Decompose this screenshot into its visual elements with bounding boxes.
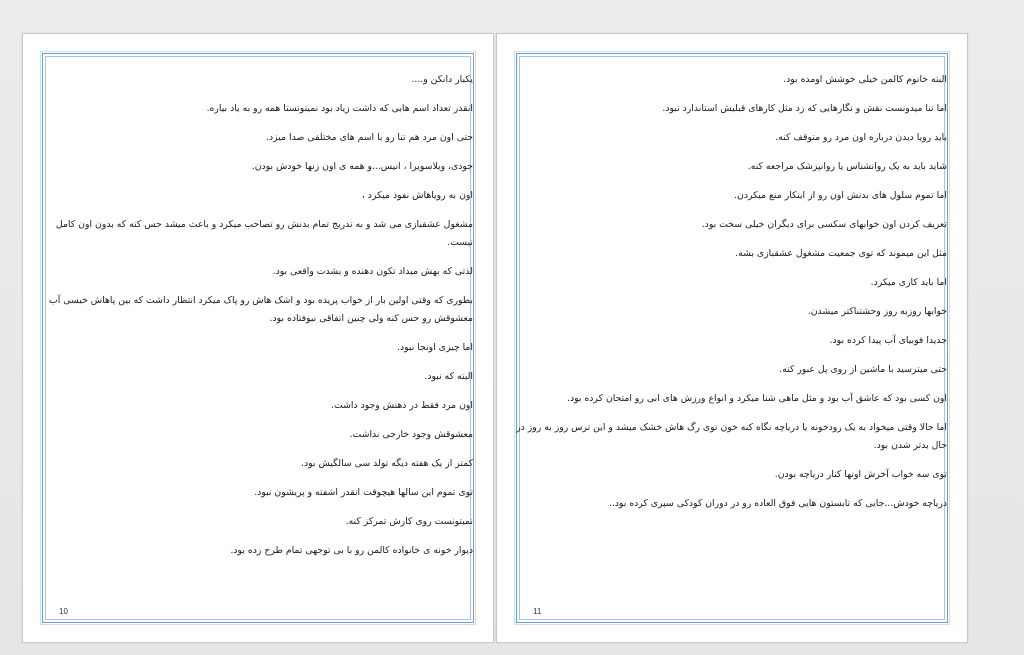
- document-page-left: [22, 33, 494, 643]
- paragraph: دریاچه خودش...جایی که تابستون هایی فوق العاده رو در دوران کودکی سپری کرده بود..: [608, 498, 947, 509]
- paragraph: توی تموم این سالها هیچوقت انقدر اشفته و پریشون نبود.: [254, 487, 473, 498]
- paragraph: اما تموم سلول های بدنش اون رو از اینکار منع میکردن.: [734, 190, 947, 201]
- paragraph: اما چیزی اونجا نبود.: [396, 342, 473, 353]
- page-number: 10: [59, 607, 68, 616]
- paragraph: باید رویا دیدن درباره اون مرد رو متوقف کنه.: [775, 132, 947, 143]
- paragraph: حتی میترسید با ماشین از روی پل عبور کنه.: [779, 364, 947, 375]
- paragraph: خوابها روزبه روز وحشتناکتر میشدن.: [807, 306, 947, 317]
- paragraph: یکبار دانکن و....: [411, 74, 473, 85]
- page-text-body[interactable]: [507, 71, 947, 524]
- paragraph: حتی اون مرد هم تنا رو با اسم های مختلفی صدا میزد.: [266, 132, 473, 143]
- paragraph: لذتی که بهش میداد تکون دهنده و بشدت واقعی بود.: [272, 266, 473, 277]
- paragraph: اما باید کاری میکرد.: [870, 277, 947, 288]
- paragraph: اون مرد فقط در ذهنش وجود داشت.: [331, 400, 473, 411]
- document-page-right: [496, 33, 968, 643]
- paragraph: بطوری که وقتی اولین بار از خواب پریده بود و اشک هاش رو پاک میکرد انتظار داشت که بین پاهاش خیسی آب معشوقش رو حس کنه ولی چنین اتفاقی نیوفتاده بود.: [48, 295, 473, 324]
- paragraph: معشوقش وجود خارجی نداشت.: [349, 429, 473, 440]
- paragraph: جدیدا فوبیای آب پیدا کرده بود.: [829, 335, 947, 346]
- paragraph: کمتر از یک هفته دیگه تولد سی سالگیش بود.: [301, 458, 473, 469]
- paragraph: اما حالا وقتی میخواد به یک رودخونه یا دریاچه نگاه کنه خون توی رگ هاش خشک میشد و این ترس روز به روز در حال بدتر شدن بود.: [516, 422, 947, 451]
- paragraph: اون کسی بود که عاشق آب بود و مثل ماهی شنا میکرد و انواع ورزش های ابی رو امتحان کرده بود.: [566, 393, 947, 404]
- paragraph: نمیتونست روی کارش تمرکز کنه.: [345, 516, 473, 527]
- paragraph: دیوار خونه ی خانواده کالمن رو با بی توجهی تمام طرح زده بود.: [230, 545, 473, 556]
- page-text-body[interactable]: [33, 71, 473, 571]
- paragraph: البته که نبود.: [424, 371, 473, 382]
- paragraph: توی سه خواب آخرش اونها کنار دریاچه بودن.: [774, 469, 947, 480]
- paragraph: اما تنا میدونست نقش و نگارهایی که زد مثل کارهای قبلیش استاندارد نبود.: [662, 103, 947, 114]
- paragraph: انقدر تعداد اسم هایی که داشت زیاد بود نمیتونستا همه رو به یاد بیاره.: [206, 103, 473, 114]
- paragraph: جودی، ویلاسویرا ، انیس...و همه ی اون زنها خودش بودن.: [251, 161, 473, 172]
- paragraph: تعریف کردن اون خوابهای سکسی برای دیگران خیلی سخت بود.: [701, 219, 947, 230]
- page-number: 11: [533, 607, 542, 616]
- paragraph: مثل این میموند که توی جمعیت مشغول عشقبازی بشه.: [735, 248, 947, 259]
- paragraph: البته خانوم کالمن خیلی خوشش اومده بود.: [783, 74, 947, 85]
- paragraph: مشغول عشقبازی می شد و به تدریج تمام بدنش رو تصاحب میکرد و باعث میشد حس کنه که بدون اون کامل نیست.: [55, 219, 473, 248]
- paragraph: اون به رویاهاش نفوذ میکرد ،: [361, 190, 473, 201]
- paragraph: شاید باید به یک روانشناس یا روانپزشک مراجعه کنه.: [747, 161, 947, 172]
